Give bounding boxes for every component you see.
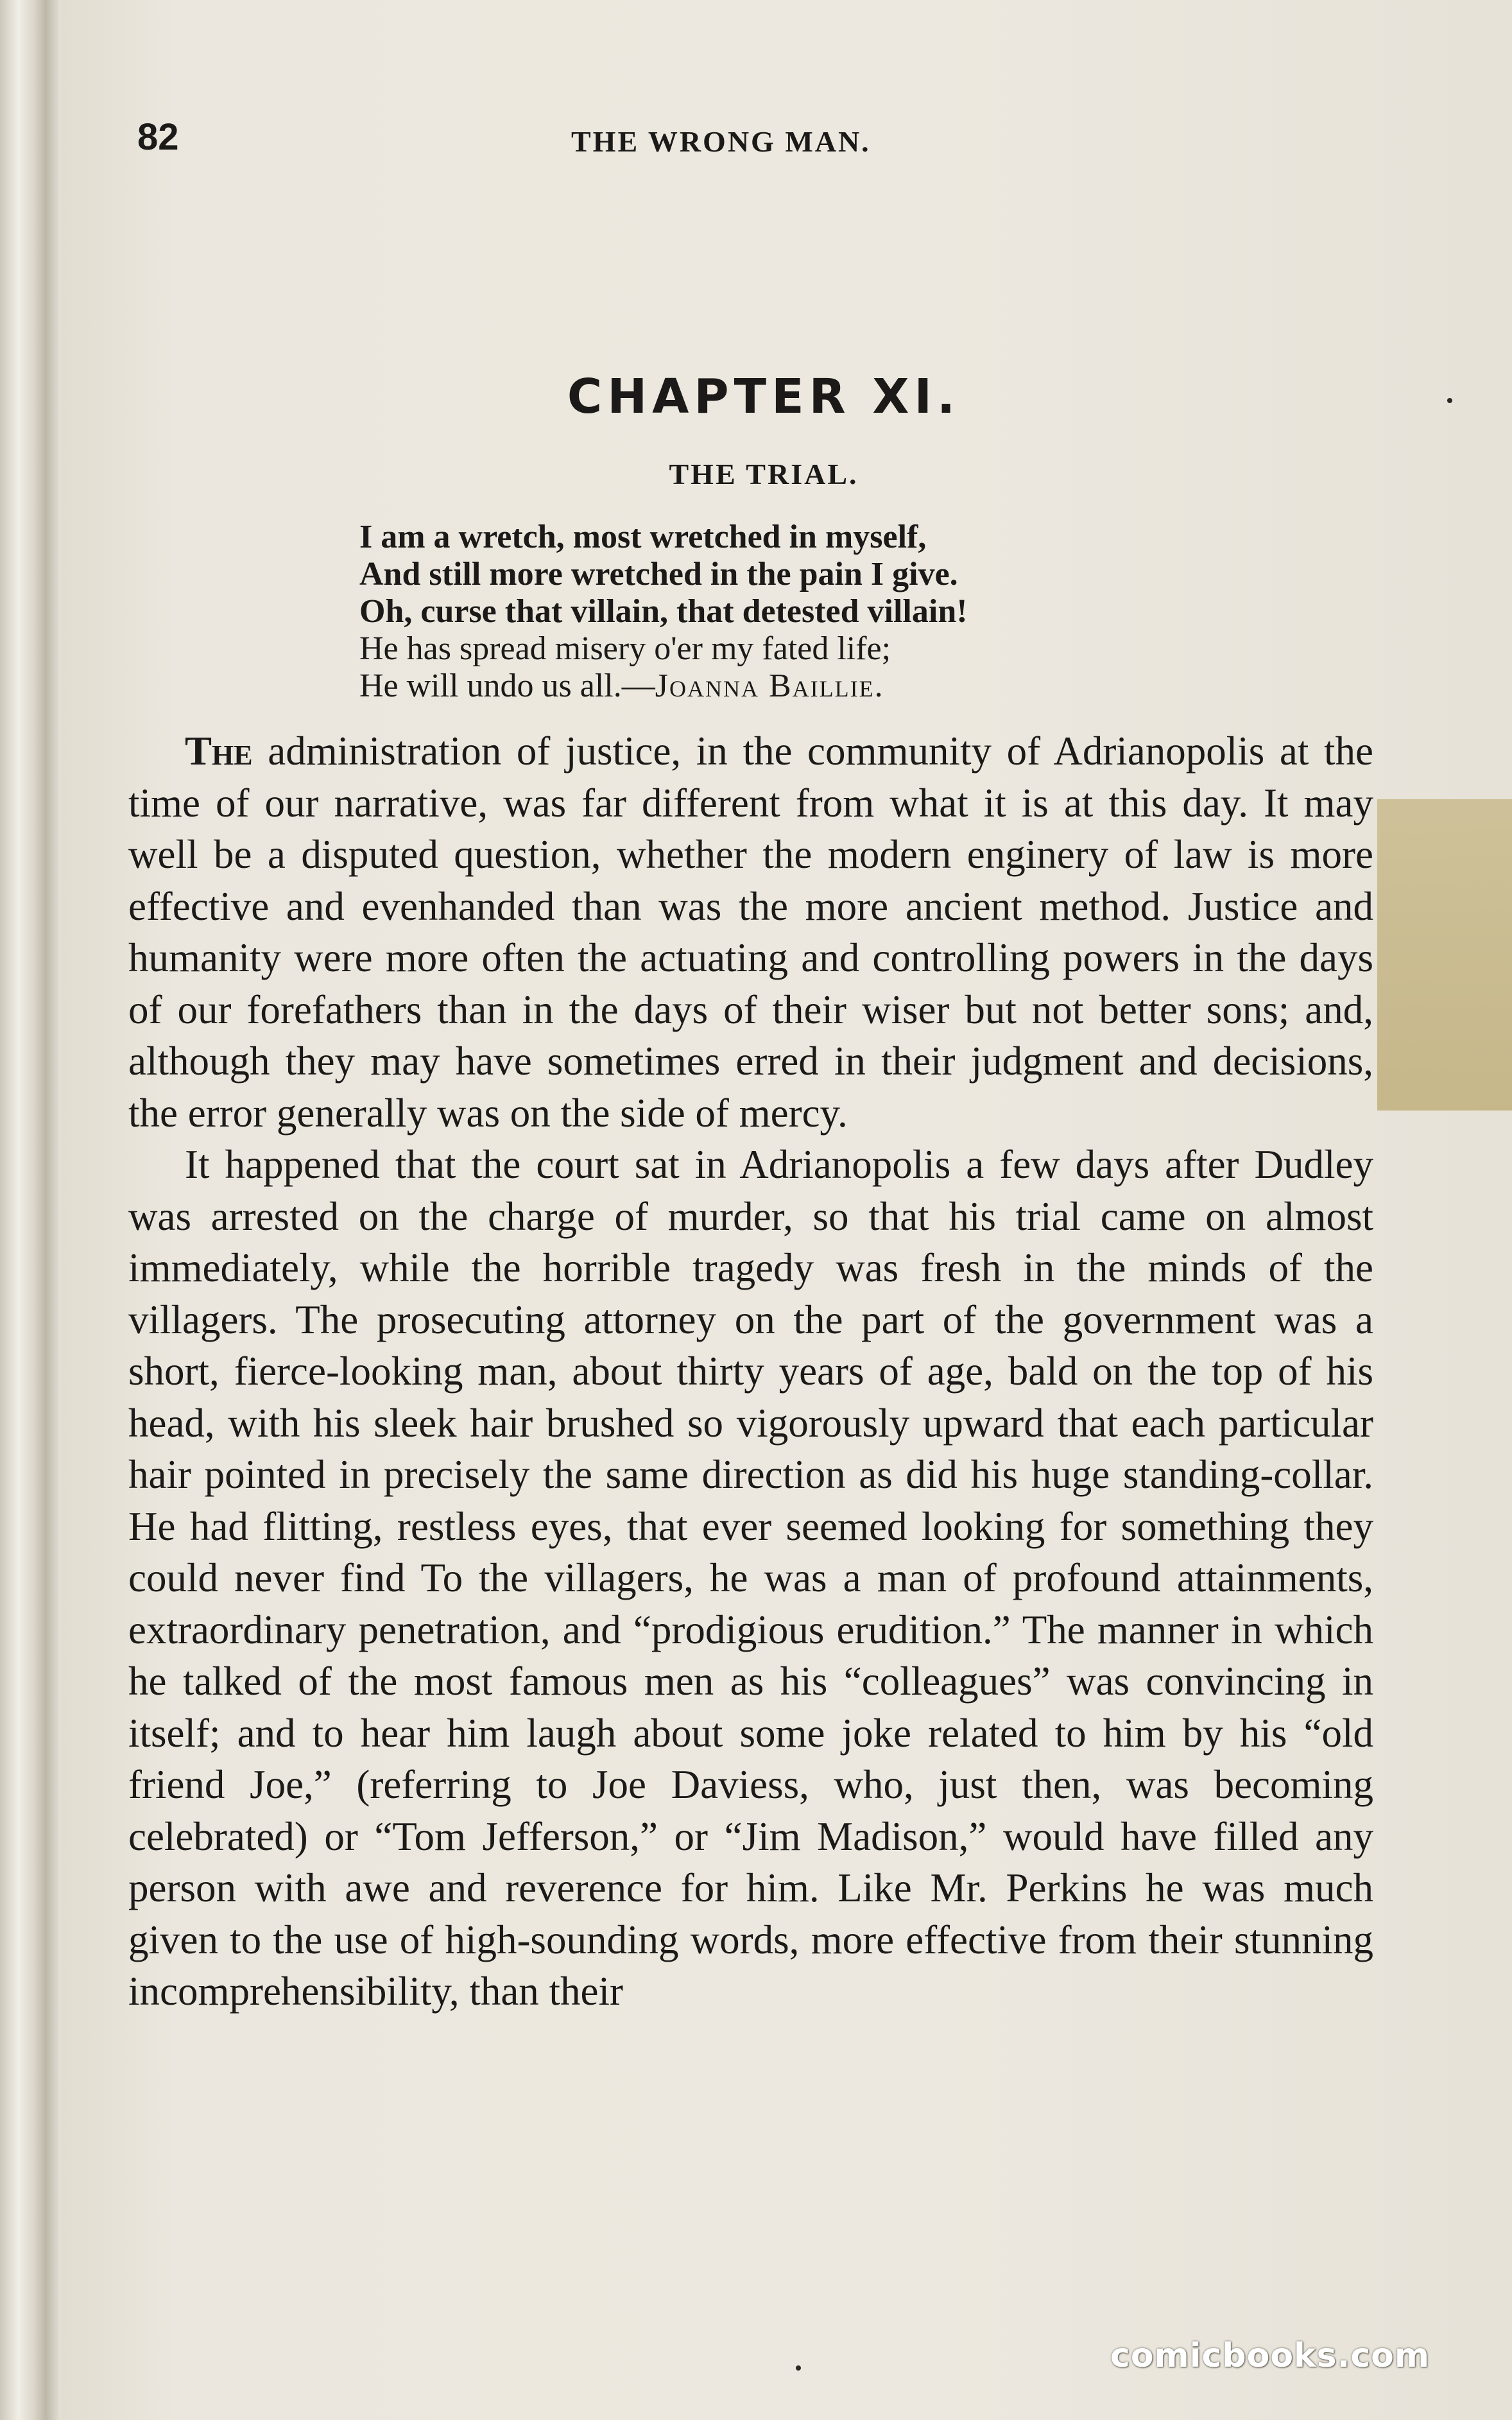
- page-header: [128, 116, 1373, 167]
- running-head: THE WRONG MAN.: [571, 125, 871, 158]
- page-number: 82: [137, 116, 179, 158]
- speck: [1447, 398, 1452, 403]
- epigraph-line: I am a wretch, most wretched in myself,: [359, 519, 927, 555]
- epigraph-line: And still more wretched in the pain I give.: [359, 556, 958, 592]
- speck: [796, 2365, 801, 2371]
- epigraph: [359, 519, 1194, 705]
- lead-word: The: [185, 729, 253, 774]
- paragraph: [128, 725, 1373, 1139]
- paragraph-text: It happened that the court sat in Adrianopolis a few days after Dudley was arrested on the charge of murder, so that his trial came on almost immediately, while the horrible tragedy was fresh in the minds of the villagers. The prosecuting attorney on the part of the government was a short, fierce-looking man, about thirty years of age, bald on the top of his head, with his sleek hair brushed so vigorously upward that each particular hair pointed in precisely the same direction as did his huge standing-collar. He had flitting, restless eyes, that ever seemed looking for something they could never find To the villagers, he was a man of profound attainments, extraordinary penetration, and “prodigious erudition.” The manner in which he talked of the most famous men as his “colleagues” was convincing in itself; and to hear him laugh about some joke related to him by his “old friend Joe,” (referring to Joe Daviess, who, just then, was becoming celebrated) or “Tom Jefferson,” or “Jim Madison,” would have filled any person with awe and reverence for him. Like Mr. Perkins he was much given to the use of high-sounding words, more effective from their stunning incomprehensibility, than their: [128, 1142, 1373, 2014]
- book-spine: [0, 0, 61, 2420]
- epigraph-line: Oh, curse that villain, that detested villain!: [359, 593, 968, 630]
- watermark: comicbooks.com: [1110, 2337, 1430, 2375]
- paragraph-text: administration of justice, in the community of Adrianopolis at the time of our narrative, was far different from what it is at this day. It may well be a disputed question, whether the modern enginery of law is more effective and evenhanded than was the more ancient method. Justice and humanity were more often the actuating and controlling powers in the days of our forefathers than in the days of their wiser but not better sons; and, although they may have sometimes erred in their judgment and decisions, the error generally was on the side of mercy.: [128, 729, 1373, 1136]
- epigraph-line: He will undo us all.—: [359, 668, 655, 704]
- paragraph: [128, 1139, 1373, 2018]
- paper-tab: [1377, 799, 1512, 1111]
- chapter-subtitle: THE TRIAL.: [669, 458, 859, 490]
- body-text: [128, 725, 1373, 2018]
- chapter-title: CHAPTER XI.: [567, 369, 961, 424]
- epigraph-last-line: [359, 668, 1194, 705]
- epigraph-line: He has spread misery o'er my fated life;: [359, 630, 891, 667]
- epigraph-attribution: Joanna Baillie.: [655, 668, 884, 704]
